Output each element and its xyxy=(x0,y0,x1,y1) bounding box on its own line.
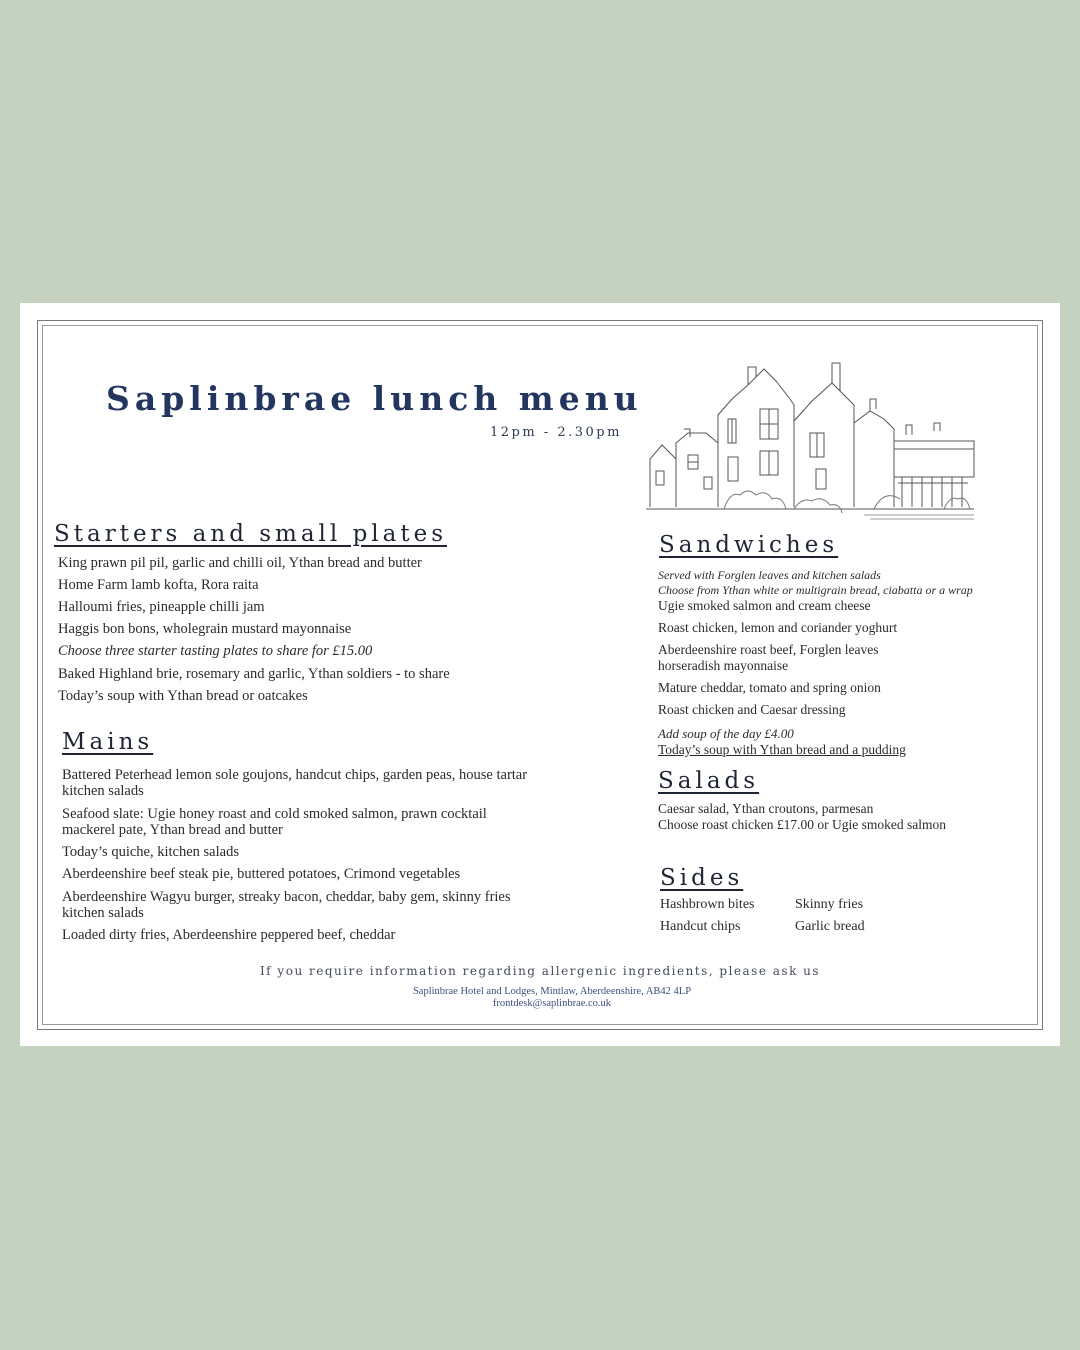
list-item-line: Loaded dirty fries, Aberdeenshire peppered beef, cheddar xyxy=(62,927,396,943)
list-item: Today’s soup with Ythan bread or oatcakes xyxy=(58,688,308,704)
salads-list xyxy=(658,801,946,833)
hotel-email: frontdesk@saplinbrae.co.uk xyxy=(492,998,612,1009)
list-item-line: Aberdeenshire Wagyu burger, streaky bacon, cheddar, baby gem, skinny fries xyxy=(62,889,511,905)
sides-list-right xyxy=(795,894,865,938)
list-item: Choose three starter tasting plates to share for £15.00 xyxy=(58,643,373,659)
list-item-line: Aberdeenshire roast beef, Forglen leaves xyxy=(658,642,879,657)
list-item: Caesar salad, Ythan croutons, parmesan xyxy=(658,801,874,816)
list-item xyxy=(658,680,973,696)
salads-heading: Salads xyxy=(658,768,760,794)
list-item xyxy=(658,620,973,636)
list-item-line: Battered Peterhead lemon sole goujons, handcut chips, garden peas, house tartar xyxy=(62,767,528,783)
menu-card xyxy=(20,303,1060,1046)
list-item xyxy=(658,702,973,718)
list-item xyxy=(62,806,527,838)
list-item: Baked Highland brie, rosemary and garlic, Ythan soldiers - to share xyxy=(58,666,450,682)
hotel-address: Saplinbrae Hotel and Lodges, Mintlaw, Aberdeenshire, AB42 4LP xyxy=(412,986,692,997)
list-item: Handcut chips xyxy=(660,919,741,934)
list-item xyxy=(62,767,527,799)
list-item-line: Today’s quiche, kitchen salads xyxy=(62,844,239,860)
sandwiches-bread-note: Choose from Ythan white or multigrain bread, ciabatta or a wrap xyxy=(658,583,973,597)
starters-heading: Starters and small plates xyxy=(54,521,448,547)
sandwiches-heading: Sandwiches xyxy=(659,532,839,558)
sandwiches-note: Served with Forglen leaves and kitchen salads xyxy=(658,568,881,582)
sides-list-left xyxy=(660,894,755,938)
menu-title: Saplinbrae lunch menu xyxy=(106,379,643,418)
list-item: Hashbrown bites xyxy=(660,897,755,912)
soup-pudding-offer: Today’s soup with Ythan bread and a pudding xyxy=(658,742,906,757)
list-item: Garlic bread xyxy=(795,919,865,934)
list-item xyxy=(62,889,527,921)
hotel-building-sketch-icon xyxy=(644,359,978,525)
list-item xyxy=(658,598,973,614)
list-item: Home Farm lamb kofta, Rora raita xyxy=(58,577,259,593)
list-item-line: Roast chicken and Caesar dressing xyxy=(658,702,846,717)
list-item-line: Ugie smoked salmon and cream cheese xyxy=(658,598,871,613)
list-item-line: kitchen salads xyxy=(62,783,144,799)
list-item: King prawn pil pil, garlic and chilli oil, Ythan bread and butter xyxy=(58,555,422,571)
list-item xyxy=(62,927,527,943)
list-item-line: Mature cheddar, tomato and spring onion xyxy=(658,680,881,695)
sides-heading: Sides xyxy=(660,865,744,891)
list-item xyxy=(62,844,527,860)
soup-addon: Add soup of the day £4.00 xyxy=(658,726,794,741)
mains-list xyxy=(62,767,527,943)
list-item: Halloumi fries, pineapple chilli jam xyxy=(58,599,265,615)
list-item: Haggis bon bons, wholegrain mustard mayonnaise xyxy=(58,621,352,637)
list-item-line: kitchen salads xyxy=(62,905,144,921)
list-item: Skinny fries xyxy=(795,897,864,912)
allergen-notice: If you require information regarding allergenic ingredients, please ask us xyxy=(259,964,821,978)
list-item: Choose roast chicken £17.00 or Ugie smoked salmon xyxy=(658,817,946,832)
list-item-line: Roast chicken, lemon and coriander yoghurt xyxy=(658,620,898,635)
list-item xyxy=(658,642,973,674)
list-item xyxy=(62,866,527,882)
list-item-line: horseradish mayonnaise xyxy=(658,658,789,673)
sandwiches-list xyxy=(658,567,973,758)
starters-list xyxy=(58,555,450,710)
mains-heading: Mains xyxy=(62,729,154,755)
list-item-line: Aberdeenshire beef steak pie, buttered potatoes, Crimond vegetables xyxy=(62,866,461,882)
list-item-line: Seafood slate: Ugie honey roast and cold smoked salmon, prawn cocktail xyxy=(62,806,487,822)
menu-hours: 12pm - 2.30pm xyxy=(490,425,622,440)
list-item-line: mackerel pate, Ythan bread and butter xyxy=(62,822,283,838)
